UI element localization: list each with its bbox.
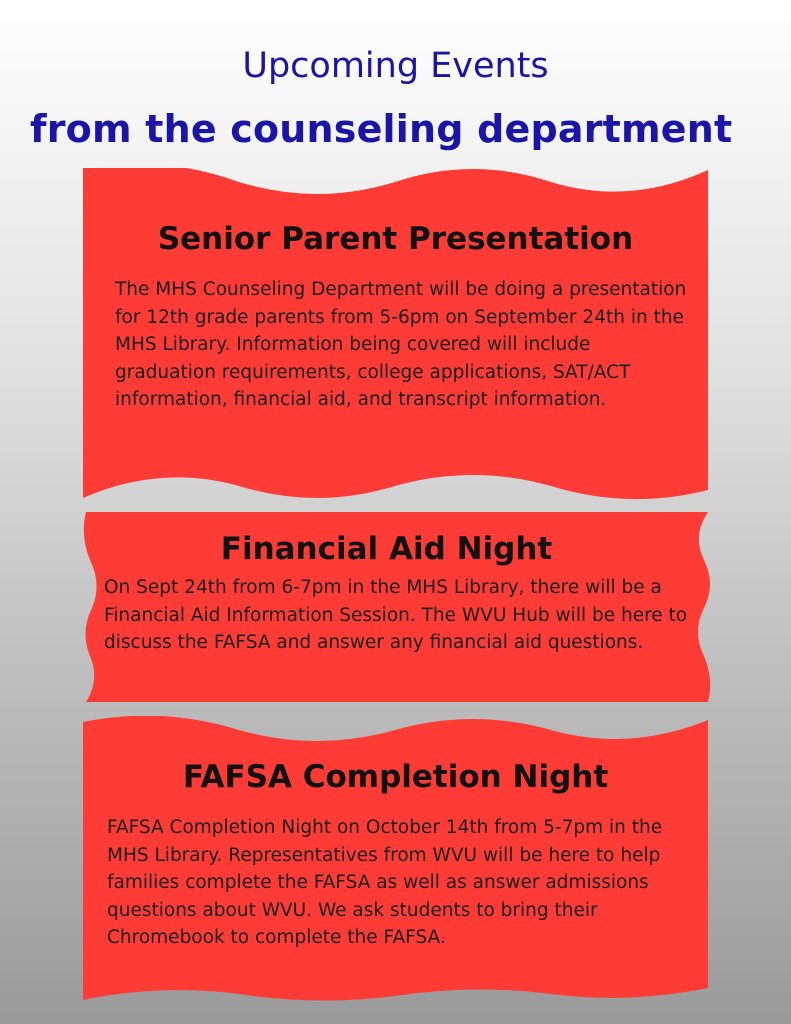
event-title: FAFSA Completion Night xyxy=(182,759,609,795)
event-title: Financial Aid Night xyxy=(220,531,553,567)
event-description: FAFSA Completion Night on October 14th from 5-7pm in the MHS Library. Representatives from WVU will be here to help families complete the FAFSA as well as answer admissions questions about WVU. We ask students to bring their Chromebook to complete the FAFSA. xyxy=(107,817,663,948)
event-description: On Sept 24th from 6-7pm in the MHS Library, there will be a Financial Aid Information Session. The WVU Hub will be here to discuss the FAFSA and answer any financial aid questions. xyxy=(104,577,688,653)
event-card-senior-parent-presentation xyxy=(83,168,708,500)
event-description: The MHS Counseling Department will be doing a presentation for 12th grade parents from 5-6pm on September 24th in the MHS Library. Information being covered will include graduation requirements, college applications, SAT/ACT information, financial aid, and transcript information. xyxy=(115,279,687,410)
event-title: Senior Parent Presentation xyxy=(157,221,634,257)
page-title: Upcoming Events xyxy=(242,46,549,86)
event-card-financial-aid-night xyxy=(80,510,713,704)
page-subtitle: from the counseling department xyxy=(30,107,733,151)
event-card-fafsa-completion-night xyxy=(83,716,708,1002)
